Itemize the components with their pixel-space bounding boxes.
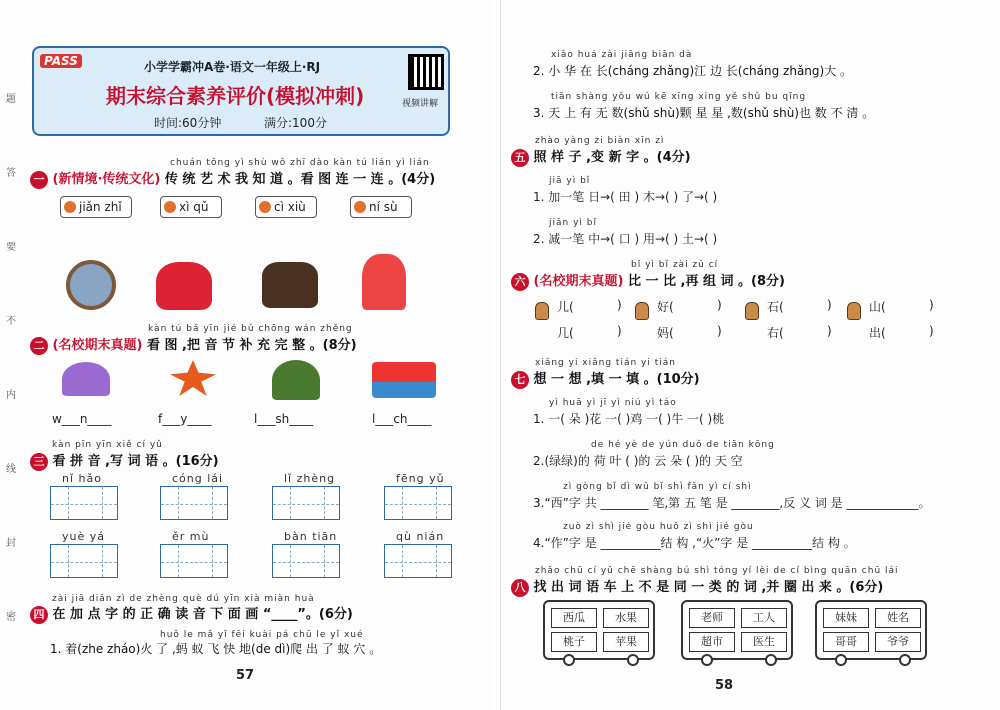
paren-close: ) [617, 324, 622, 338]
s2-number: 二 [30, 337, 48, 355]
series-title: 小学学霸冲A卷·语文一年级上·RJ [144, 60, 321, 74]
s5-row1[interactable]: 1. 加一笔 日→( 田 ) 木→( ) 了→( ) [533, 190, 718, 204]
s6-pinyin: bǐ yì bǐ zài zǔ cí [631, 260, 719, 270]
s5-r2-pinyin: jiǎn yì bǐ [549, 218, 597, 228]
grid-cell[interactable] [273, 545, 307, 577]
bus-word[interactable]: 妹妹 [823, 608, 869, 628]
paren-close: ) [717, 324, 722, 338]
s8-number: 八 [511, 579, 529, 597]
s2-pinyin: kàn tú bǎ yīn jié bǔ chōng wán zhěng [148, 324, 353, 334]
flower-bud-icon [64, 201, 76, 213]
s2-blank-2[interactable]: f___y____ [158, 412, 212, 426]
bus-word[interactable]: 苹果 [603, 632, 649, 652]
puppy-icon [745, 302, 759, 320]
compare-char-field[interactable]: 好( [657, 300, 674, 314]
margin-label: 不 [6, 316, 16, 327]
writing-grid[interactable] [384, 486, 452, 520]
s5-number: 五 [511, 149, 529, 167]
pinyin-button-cixiu[interactable]: cì xiù [255, 196, 317, 218]
compare-char-field[interactable]: 几( [557, 326, 574, 340]
s4-q2: 2. 小 华 在 长(cháng zhǎng)江 边 长(cháng zhǎng)大 。 [533, 64, 853, 78]
leaf-icon [170, 360, 216, 396]
grid-guide [436, 487, 437, 519]
word-bus [815, 600, 927, 660]
full-score: 满分:100分 [264, 116, 327, 130]
s5-r1-pinyin: jiā yì bǐ [549, 176, 591, 186]
s7-heading [511, 368, 700, 389]
bus-word[interactable]: 医生 [741, 632, 787, 652]
s8-pinyin: zhǎo chū cí yǔ chē shàng bú shì tóng yí lèi de cí bìng quān chū lái [535, 566, 899, 576]
wheel-icon [899, 654, 911, 666]
grid-guide [102, 545, 103, 577]
bus-word[interactable]: 爷爷 [875, 632, 921, 652]
writing-grid[interactable] [160, 544, 228, 578]
binding-margin [6, 90, 20, 650]
margin-label: 线 [6, 464, 16, 475]
margin-label: 要 [6, 242, 16, 253]
s4-pinyin: zài jiā diǎn zì de zhèng què dú yīn xià miàn huà [52, 594, 315, 604]
grid-guide [212, 487, 213, 519]
wheel-icon [765, 654, 777, 666]
s7-text: 想 一 想 ,填 一 填 。(10分) [533, 372, 700, 387]
s7-q4-pinyin: zuò zì shì jié gòu huǒ zì shì jié gòu [563, 522, 754, 532]
pinyin-button-xiqu[interactable]: xì qǔ [160, 196, 222, 218]
s7-number: 七 [511, 371, 529, 389]
s8-text: 找 出 词 语 车 上 不 是 同 一 类 的 词 ,并 圈 出 来 。(6分) [533, 580, 884, 595]
pinyin-button-jianzhi[interactable]: jiǎn zhǐ [60, 196, 132, 218]
flower-bud-icon [354, 201, 366, 213]
exam-title: 期末综合素养评价(模拟冲刺) [106, 84, 365, 108]
paren-close: ) [929, 298, 934, 312]
paren-close: ) [717, 298, 722, 312]
word-bus [681, 600, 793, 660]
s2-heading [30, 334, 357, 355]
s1-heading [30, 168, 435, 189]
s4-q3: 3. 天 上 有 无 数(shǔ shù)颗 星 星 ,数(shǔ shù)也 数 不 清 。 [533, 106, 875, 120]
grid-guide [212, 545, 213, 577]
left-page [0, 0, 492, 710]
writing-grid[interactable] [384, 544, 452, 578]
grid-pinyin: nǐ hǎo [62, 472, 102, 485]
s7-q4[interactable]: 4.“作”字 是 __________结 构 ,“火”字 是 __________结 构 。 [533, 536, 856, 550]
bus-word[interactable]: 工人 [741, 608, 787, 628]
s2-blank-3[interactable]: l___sh____ [254, 412, 314, 426]
margin-label: 内 [6, 390, 16, 401]
s8-heading [511, 576, 883, 597]
writing-grid[interactable] [160, 486, 228, 520]
grid-cell[interactable] [385, 487, 419, 519]
wheel-icon [563, 654, 575, 666]
s2-blank-1[interactable]: w___n____ [52, 412, 112, 426]
paper-cut-fish-icon[interactable] [156, 262, 212, 310]
flower-bud-icon [164, 201, 176, 213]
s5-text: 照 样 子 ,变 新 字 。(4分) [533, 150, 691, 165]
s4-heading [30, 603, 353, 624]
clay-figurines-icon[interactable] [262, 262, 318, 308]
time-limit: 时间:60分钟 [154, 116, 222, 130]
s7-q1-pinyin: yì huā yì jī yì niú yì táo [549, 398, 677, 408]
s7-q3-pinyin: zì gòng bǐ dì wǔ bǐ shì fǎn yì cí shì [563, 482, 752, 492]
video-label: 视频讲解 [402, 99, 439, 109]
grid-pinyin: ěr mù [172, 530, 210, 543]
grid-cell[interactable] [385, 545, 419, 577]
ship-icon [372, 362, 436, 398]
exam-header [32, 46, 450, 136]
qr-code-icon[interactable] [408, 54, 444, 90]
s6-number: 六 [511, 273, 529, 291]
grid-guide [324, 487, 325, 519]
grid-pinyin: cóng lái [172, 472, 224, 485]
s7-q2[interactable]: 2.(绿绿)的 荷 叶 ( )的 云 朵 ( )的 天 空 [533, 454, 743, 468]
s5-heading [511, 146, 691, 167]
embroidery-hoop-icon[interactable] [66, 260, 116, 310]
s7-q1[interactable]: 1. 一( 朵 )花 一( )鸡 一( )牛 一( )桃 [533, 412, 725, 426]
s6-heading [511, 270, 785, 291]
page-number-left: 57 [236, 668, 255, 683]
paren-close: ) [827, 298, 832, 312]
s4-text: 在 加 点 字 的 正 确 读 音 下 面 画 “____”。(6分) [52, 607, 353, 622]
bus-word[interactable]: 桃子 [551, 632, 597, 652]
bus-word[interactable]: 姓名 [875, 608, 921, 628]
bus-word[interactable]: 西瓜 [551, 608, 597, 628]
s7-pinyin: xiǎng yi xiǎng tián yi tián [535, 358, 676, 368]
s3-number: 三 [30, 453, 48, 471]
s4-q2-pinyin: xiǎo huá zài jiāng biān dà [551, 50, 693, 60]
grid-guide [102, 487, 103, 519]
s1-pinyin: chuán tǒng yì shù wǒ zhī dào kàn tú lián yì lián [170, 158, 430, 168]
bus-word[interactable]: 哥哥 [823, 632, 869, 652]
compare-char-field[interactable]: 儿( [557, 300, 574, 314]
margin-label: 题 [6, 94, 16, 105]
s5-pinyin: zhào yàng zi biàn xīn zì [535, 136, 665, 146]
opera-character-icon[interactable] [362, 254, 406, 310]
grid-pinyin: bàn tiān [284, 530, 338, 543]
grid-pinyin: qù nián [396, 530, 445, 543]
s4-q1-pinyin: huǒ le mǎ yǐ fēi kuài pá chū le yǐ xué [160, 630, 364, 640]
word-bus [543, 600, 655, 660]
margin-label: 封 [6, 538, 16, 549]
s4-q3-pinyin: tiān shàng yǒu wú kē xīng xing yě shǔ bu qīng [551, 92, 807, 102]
grid-guide [324, 545, 325, 577]
wheel-icon [701, 654, 713, 666]
grid-pinyin: yuè yá [62, 530, 105, 543]
paren-close: ) [617, 298, 622, 312]
writing-grid[interactable] [50, 544, 118, 578]
puppy-icon [535, 302, 549, 320]
bus-word[interactable]: 水果 [603, 608, 649, 628]
s1-text: 传 统 艺 术 我 知 道 。看 图 连 一 连 。(4分) [164, 172, 436, 187]
s6-text: 比 一 比 ,再 组 词 。(8分) [627, 274, 785, 289]
grid-cell[interactable] [161, 487, 195, 519]
brand-logo: PASS [40, 54, 82, 68]
s1-number: 一 [30, 171, 48, 189]
s2-blank-4[interactable]: l___ch____ [372, 412, 432, 426]
flower-bud-icon [259, 201, 271, 213]
margin-label: 密 [6, 612, 16, 623]
s7-q3[interactable]: 3.“西”字 共 ________ 笔,第 五 笔 是 ________,反 义 词 是 ____________。 [533, 496, 931, 510]
puppy-icon [635, 302, 649, 320]
compare-char-field[interactable]: 妈( [657, 326, 674, 340]
grid-pinyin: fēng yǔ [396, 472, 445, 485]
bus-word[interactable]: 超市 [689, 632, 735, 652]
s1-tag: (新情境·传统文化) [52, 172, 161, 187]
grid-cell[interactable] [51, 545, 85, 577]
writing-grid[interactable] [272, 544, 340, 578]
wheel-icon [627, 654, 639, 666]
s3-heading [30, 450, 219, 471]
pinyin-button-nisu[interactable]: ní sù [350, 196, 412, 218]
grid-cell[interactable] [273, 487, 307, 519]
s3-text: 看 拼 音 ,写 词 语 。(16分) [52, 454, 219, 469]
compare-char-field[interactable]: 右( [767, 326, 784, 340]
grid-cell[interactable] [161, 545, 195, 577]
grid-guide [436, 545, 437, 577]
writing-grid[interactable] [50, 486, 118, 520]
s4-number: 四 [30, 606, 48, 624]
compare-char-field[interactable]: 山( [869, 300, 886, 314]
s3-pinyin: kàn pīn yīn xiě cí yǔ [52, 440, 163, 450]
compare-char-field[interactable]: 出( [869, 326, 886, 340]
puppy-icon [847, 302, 861, 320]
margin-label: 答 [6, 168, 16, 179]
page-number-right: 58 [715, 678, 734, 693]
s7-q2-pinyin: de hé yè de yún duǒ de tiān kōng [591, 440, 775, 450]
wheel-icon [835, 654, 847, 666]
s2-text: 看 图 ,把 音 节 补 充 完 整 。(8分) [146, 338, 357, 353]
compare-char-field[interactable]: 石( [767, 300, 784, 314]
paren-close: ) [929, 324, 934, 338]
bus-word[interactable]: 老师 [689, 608, 735, 628]
right-page [500, 0, 1000, 710]
snail-icon [62, 362, 110, 396]
s5-row2[interactable]: 2. 减一笔 中→( 口 ) 用→( ) 土→( ) [533, 232, 718, 246]
willow-tree-icon [272, 360, 320, 400]
paren-close: ) [827, 324, 832, 338]
writing-grid[interactable] [272, 486, 340, 520]
grid-pinyin: lǐ zhèng [284, 472, 336, 485]
s2-tag: (名校期末真题) [52, 338, 143, 353]
grid-cell[interactable] [51, 487, 85, 519]
s6-tag: (名校期末真题) [533, 274, 624, 289]
s4-q1: 1. 着(zhe zháo)火 了 ,蚂 蚁 飞 快 地(de dì)爬 出 了 蚁 穴 。 [50, 642, 382, 656]
